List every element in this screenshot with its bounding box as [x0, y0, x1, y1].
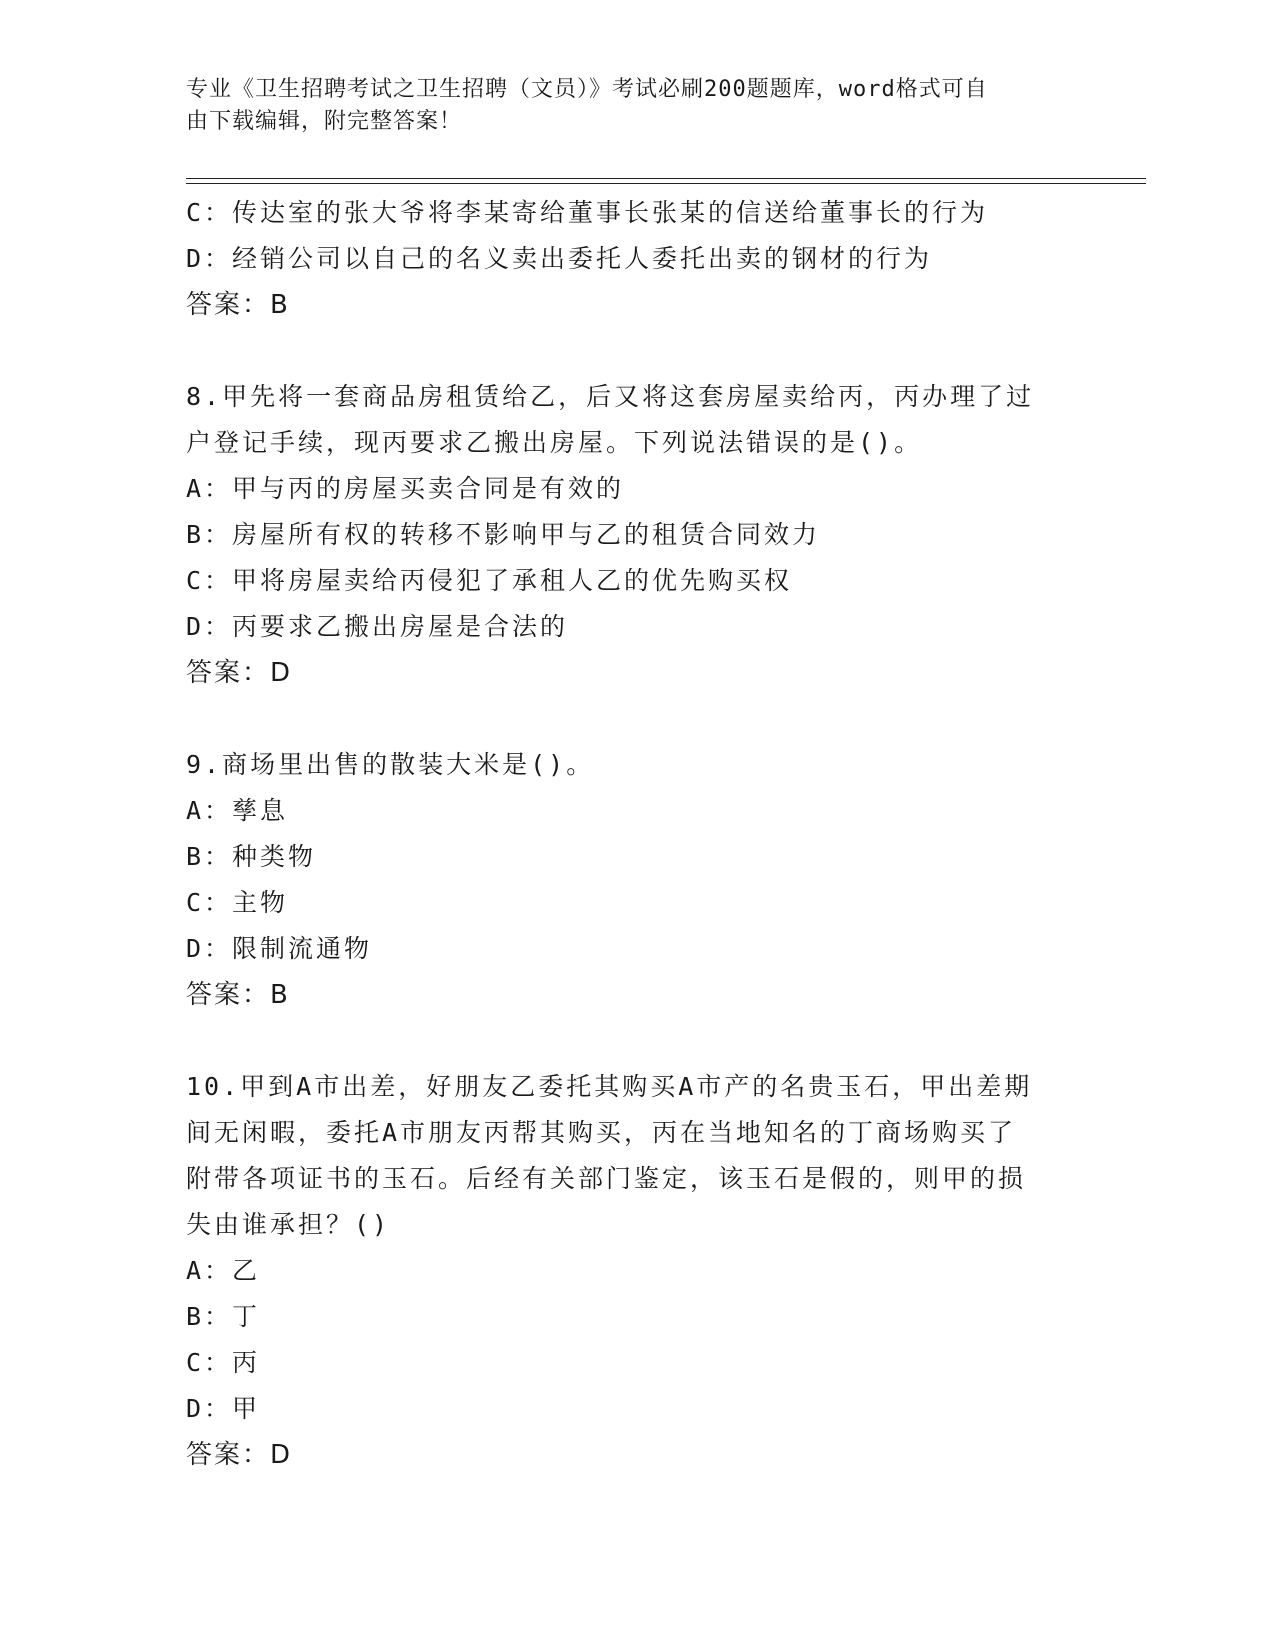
header-divider [186, 183, 1146, 184]
question-stem: 8.甲先将一套商品房租赁给乙，后又将这套房屋卖给丙，丙办理了过 [186, 382, 1035, 411]
question-block-10 [186, 1064, 1086, 1478]
answer-line: 答案：D [186, 1440, 293, 1470]
question-stem: 户登记手续，现丙要求乙搬出房屋。下列说法错误的是()。 [186, 428, 923, 457]
question-block-8 [186, 374, 1086, 696]
option-b: B：房屋所有权的转移不影响甲与乙的租赁合同效力 [186, 520, 821, 549]
option-c: C：甲将房屋卖给丙侵犯了承租人乙的优先购买权 [186, 566, 793, 595]
question-stem: 间无闲暇，委托A市朋友丙帮其购买，丙在当地知名的丁商场购买了 [186, 1118, 1017, 1147]
option-c: C：主物 [186, 888, 289, 917]
question-stem: 9.商场里出售的散装大米是()。 [186, 750, 595, 779]
answer-line: 答案：B [186, 980, 290, 1010]
answer-line: 答案：B [186, 290, 290, 320]
document-header [186, 74, 1066, 138]
option-b: B：种类物 [186, 842, 317, 871]
question-stem: 失由谁承担？() [186, 1210, 391, 1239]
option-a: A：乙 [186, 1256, 261, 1285]
spacer [186, 696, 1086, 742]
option-a: A：甲与丙的房屋买卖合同是有效的 [186, 474, 625, 503]
document-body [186, 190, 1086, 1478]
header-divider [186, 178, 1146, 179]
header-line: 专业《卫生招聘考试之卫生招聘（文员）》考试必刷200题题库，word格式可自 [186, 77, 988, 102]
option-d: D：甲 [186, 1394, 261, 1423]
option-d: D：丙要求乙搬出房屋是合法的 [186, 612, 569, 641]
option-c: C：传达室的张大爷将李某寄给董事长张某的信送给董事长的行为 [186, 198, 989, 227]
answer-line: 答案：D [186, 658, 293, 688]
option-c: C：丙 [186, 1348, 261, 1377]
spacer [186, 328, 1086, 374]
option-d: D：经销公司以自己的名义卖出委托人委托出卖的钢材的行为 [186, 244, 933, 273]
header-line: 由下载编辑，附完整答案！ [186, 109, 463, 134]
question-stem: 附带各项证书的玉石。后经有关部门鉴定，该玉石是假的，则甲的损 [186, 1164, 1027, 1193]
question-block-7 [186, 190, 1086, 328]
option-a: A：孳息 [186, 796, 289, 825]
question-stem: 10.甲到A市出差，好朋友乙委托其购买A市产的名贵玉石，甲出差期 [186, 1072, 1033, 1101]
question-block-9 [186, 742, 1086, 1018]
option-d: D：限制流通物 [186, 934, 373, 963]
spacer [186, 1018, 1086, 1064]
option-b: B：丁 [186, 1302, 261, 1331]
